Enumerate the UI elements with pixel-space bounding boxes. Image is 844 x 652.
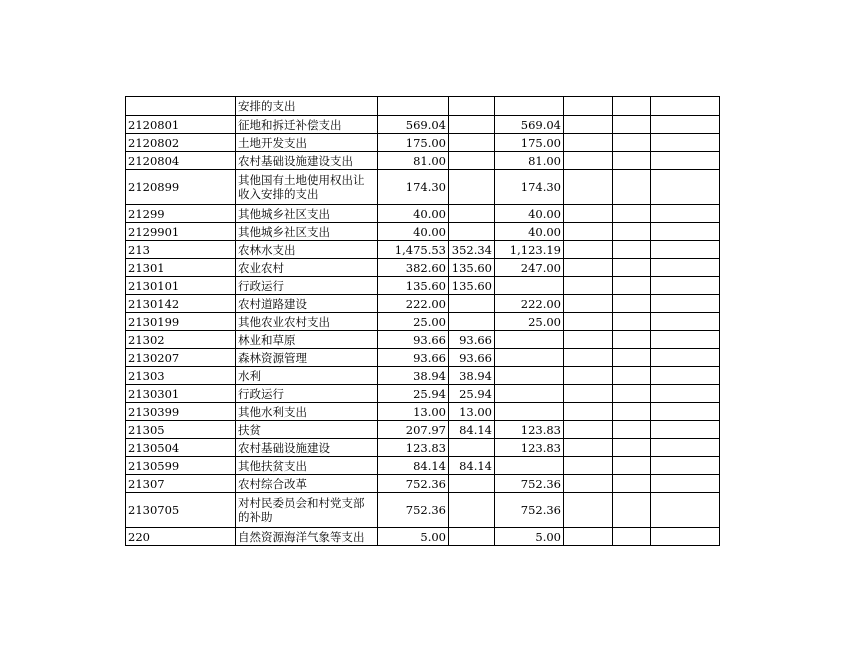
row-basic-expense: [449, 439, 495, 457]
table-row: [126, 493, 720, 528]
row-total: 752.36: [378, 475, 449, 493]
row-empty-cell: [613, 367, 651, 385]
row-basic-expense: [449, 295, 495, 313]
row-code: 2130142: [126, 295, 236, 313]
row-project-expense: [495, 403, 564, 421]
row-project-expense: 175.00: [495, 134, 564, 152]
row-empty-cell: [613, 116, 651, 134]
row-empty-cell: [651, 367, 720, 385]
row-empty-cell: [651, 421, 720, 439]
table-row: [126, 223, 720, 241]
row-code: 21301: [126, 259, 236, 277]
table-row: [126, 277, 720, 295]
row-name: 森林资源管理: [236, 349, 378, 367]
table-row: [126, 170, 720, 205]
row-code: 21302: [126, 331, 236, 349]
row-code: 2130504: [126, 439, 236, 457]
table-row: [126, 295, 720, 313]
row-project-expense: 174.30: [495, 170, 564, 205]
row-name: 自然资源海洋气象等支出: [236, 528, 378, 546]
row-empty-cell: [564, 170, 613, 205]
row-empty-cell: [564, 116, 613, 134]
row-empty-cell: [564, 259, 613, 277]
row-empty-cell: [613, 331, 651, 349]
row-basic-expense: 25.94: [449, 385, 495, 403]
row-empty-cell: [564, 152, 613, 170]
table-row: [126, 403, 720, 421]
row-code: 2130101: [126, 277, 236, 295]
row-code: 2130399: [126, 403, 236, 421]
row-basic-expense: 135.60: [449, 259, 495, 277]
row-empty-cell: [613, 475, 651, 493]
row-empty-cell: [564, 349, 613, 367]
row-basic-expense: 13.00: [449, 403, 495, 421]
row-total: 25.00: [378, 313, 449, 331]
row-empty-cell: [651, 313, 720, 331]
row-empty-cell: [613, 421, 651, 439]
row-code: 21303: [126, 367, 236, 385]
row-basic-expense: [449, 223, 495, 241]
row-project-expense: 81.00: [495, 152, 564, 170]
row-total: 81.00: [378, 152, 449, 170]
row-empty-cell: [564, 475, 613, 493]
row-project-expense: [495, 385, 564, 403]
row-empty-cell: [651, 223, 720, 241]
table-row: [126, 528, 720, 546]
row-code: 21307: [126, 475, 236, 493]
row-name: 其他农业农村支出: [236, 313, 378, 331]
row-empty-cell: [651, 152, 720, 170]
row-empty-cell: [564, 493, 613, 528]
row-name: 安排的支出: [236, 97, 378, 116]
table-row: [126, 421, 720, 439]
table-row: [126, 475, 720, 493]
row-code: 2130199: [126, 313, 236, 331]
row-name: 行政运行: [236, 385, 378, 403]
row-project-expense: 123.83: [495, 439, 564, 457]
row-code: 2120899: [126, 170, 236, 205]
row-empty-cell: [651, 475, 720, 493]
row-empty-cell: [564, 205, 613, 223]
row-empty-cell: [651, 331, 720, 349]
row-empty-cell: [564, 367, 613, 385]
row-empty-cell: [613, 385, 651, 403]
row-empty-cell: [651, 439, 720, 457]
row-basic-expense: 84.14: [449, 457, 495, 475]
row-code: [126, 97, 236, 116]
row-name: 农村综合改革: [236, 475, 378, 493]
row-name: 行政运行: [236, 277, 378, 295]
row-code: 2130301: [126, 385, 236, 403]
row-empty-cell: [651, 170, 720, 205]
row-total: 135.60: [378, 277, 449, 295]
row-empty-cell: [564, 223, 613, 241]
row-empty-cell: [613, 528, 651, 546]
row-empty-cell: [564, 439, 613, 457]
row-total: 752.36: [378, 493, 449, 528]
row-project-expense: [495, 331, 564, 349]
row-empty-cell: [613, 241, 651, 259]
row-total: 174.30: [378, 170, 449, 205]
row-total: 382.60: [378, 259, 449, 277]
budget-table: [125, 96, 720, 546]
row-name: 对村民委员会和村党支部的补助: [236, 493, 378, 528]
row-empty-cell: [613, 457, 651, 475]
row-empty-cell: [564, 385, 613, 403]
row-total: 1,475.53: [378, 241, 449, 259]
row-basic-expense: [449, 170, 495, 205]
row-basic-expense: 93.66: [449, 349, 495, 367]
row-code: 2120804: [126, 152, 236, 170]
row-total: 93.66: [378, 331, 449, 349]
row-empty-cell: [613, 313, 651, 331]
row-empty-cell: [613, 205, 651, 223]
row-basic-expense: 93.66: [449, 331, 495, 349]
row-name: 征地和拆迁补偿支出: [236, 116, 378, 134]
row-code: 2120801: [126, 116, 236, 134]
row-name: 农村基础设施建设支出: [236, 152, 378, 170]
row-empty-cell: [651, 241, 720, 259]
row-project-expense: [495, 367, 564, 385]
row-code: 2129901: [126, 223, 236, 241]
row-empty-cell: [564, 277, 613, 295]
row-total: 5.00: [378, 528, 449, 546]
row-empty-cell: [564, 528, 613, 546]
row-project-expense: [495, 457, 564, 475]
table-row: [126, 457, 720, 475]
table-body: [126, 97, 720, 546]
row-name: 农林水支出: [236, 241, 378, 259]
row-total: 38.94: [378, 367, 449, 385]
row-basic-expense: [449, 116, 495, 134]
table-row: [126, 331, 720, 349]
table-row: [126, 241, 720, 259]
row-project-expense: 222.00: [495, 295, 564, 313]
row-basic-expense: 84.14: [449, 421, 495, 439]
row-empty-cell: [651, 116, 720, 134]
row-name: 其他水利支出: [236, 403, 378, 421]
row-project-expense: [495, 97, 564, 116]
row-project-expense: 5.00: [495, 528, 564, 546]
row-basic-expense: [449, 205, 495, 223]
row-project-expense: 752.36: [495, 493, 564, 528]
table-row: [126, 439, 720, 457]
row-total: 207.97: [378, 421, 449, 439]
row-total: 13.00: [378, 403, 449, 421]
row-total: 569.04: [378, 116, 449, 134]
row-empty-cell: [651, 349, 720, 367]
row-project-expense: 123.83: [495, 421, 564, 439]
row-empty-cell: [613, 170, 651, 205]
row-basic-expense: [449, 493, 495, 528]
row-name: 其他国有土地使用权出让收入安排的支出: [236, 170, 378, 205]
row-empty-cell: [651, 134, 720, 152]
row-empty-cell: [613, 277, 651, 295]
row-code: 2130705: [126, 493, 236, 528]
row-code: 2130207: [126, 349, 236, 367]
table-row: [126, 116, 720, 134]
row-empty-cell: [613, 493, 651, 528]
table-row: [126, 134, 720, 152]
row-empty-cell: [613, 295, 651, 313]
row-name: 农村基础设施建设: [236, 439, 378, 457]
row-project-expense: [495, 349, 564, 367]
row-empty-cell: [564, 97, 613, 116]
row-total: 40.00: [378, 205, 449, 223]
row-name: 其他城乡社区支出: [236, 223, 378, 241]
row-empty-cell: [564, 331, 613, 349]
row-empty-cell: [613, 134, 651, 152]
row-project-expense: 247.00: [495, 259, 564, 277]
row-project-expense: 1,123.19: [495, 241, 564, 259]
row-code: 21299: [126, 205, 236, 223]
table-row: [126, 385, 720, 403]
row-empty-cell: [613, 223, 651, 241]
row-name: 农业农村: [236, 259, 378, 277]
row-empty-cell: [651, 528, 720, 546]
row-empty-cell: [564, 457, 613, 475]
row-name: 水利: [236, 367, 378, 385]
row-total: 25.94: [378, 385, 449, 403]
row-total: 84.14: [378, 457, 449, 475]
row-total: [378, 97, 449, 116]
table-row: [126, 349, 720, 367]
row-name: 扶贫: [236, 421, 378, 439]
row-empty-cell: [613, 97, 651, 116]
row-name: 林业和草原: [236, 331, 378, 349]
row-empty-cell: [651, 277, 720, 295]
row-empty-cell: [613, 403, 651, 421]
table-row: [126, 367, 720, 385]
row-empty-cell: [564, 313, 613, 331]
row-total: 222.00: [378, 295, 449, 313]
row-empty-cell: [564, 403, 613, 421]
row-empty-cell: [651, 403, 720, 421]
row-basic-expense: 38.94: [449, 367, 495, 385]
table-row: [126, 97, 720, 116]
row-empty-cell: [564, 241, 613, 259]
row-basic-expense: 135.60: [449, 277, 495, 295]
table-row: [126, 205, 720, 223]
row-empty-cell: [651, 295, 720, 313]
row-empty-cell: [613, 349, 651, 367]
row-total: 123.83: [378, 439, 449, 457]
row-empty-cell: [651, 493, 720, 528]
row-code: 2130599: [126, 457, 236, 475]
row-name: 其他城乡社区支出: [236, 205, 378, 223]
row-project-expense: 40.00: [495, 223, 564, 241]
row-total: 40.00: [378, 223, 449, 241]
row-basic-expense: 352.34: [449, 241, 495, 259]
row-empty-cell: [651, 97, 720, 116]
row-project-expense: 25.00: [495, 313, 564, 331]
row-project-expense: 569.04: [495, 116, 564, 134]
row-name: 农村道路建设: [236, 295, 378, 313]
row-basic-expense: [449, 134, 495, 152]
row-project-expense: 752.36: [495, 475, 564, 493]
row-empty-cell: [651, 385, 720, 403]
row-basic-expense: [449, 475, 495, 493]
row-empty-cell: [613, 439, 651, 457]
row-empty-cell: [651, 457, 720, 475]
row-code: 21305: [126, 421, 236, 439]
row-empty-cell: [613, 259, 651, 277]
row-basic-expense: [449, 528, 495, 546]
row-code: 2120802: [126, 134, 236, 152]
row-name: 土地开发支出: [236, 134, 378, 152]
row-empty-cell: [651, 205, 720, 223]
table-row: [126, 152, 720, 170]
row-empty-cell: [564, 134, 613, 152]
row-project-expense: 40.00: [495, 205, 564, 223]
row-basic-expense: [449, 313, 495, 331]
row-empty-cell: [651, 259, 720, 277]
row-empty-cell: [564, 421, 613, 439]
row-code: 213: [126, 241, 236, 259]
row-basic-expense: [449, 152, 495, 170]
row-empty-cell: [564, 295, 613, 313]
row-project-expense: [495, 277, 564, 295]
table-row: [126, 259, 720, 277]
row-code: 220: [126, 528, 236, 546]
row-basic-expense: [449, 97, 495, 116]
row-total: 175.00: [378, 134, 449, 152]
table-row: [126, 313, 720, 331]
row-total: 93.66: [378, 349, 449, 367]
row-name: 其他扶贫支出: [236, 457, 378, 475]
row-empty-cell: [613, 152, 651, 170]
